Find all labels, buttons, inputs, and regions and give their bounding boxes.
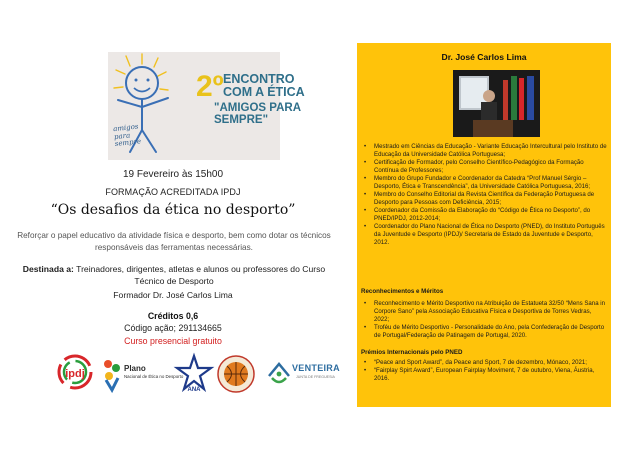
ipdj-logo-text: ipdj <box>65 368 85 380</box>
speaker-panel <box>357 43 611 407</box>
audience-label: Destinada a: <box>22 264 74 274</box>
action-code: Código ação; 291134665 <box>124 323 222 333</box>
venteira-title: VENTEIRA <box>292 363 340 373</box>
recognition-item: • Reconhecimento e Mérito Desportivo na Atribuição de Estatueta 32/50 “Mens Sana in Corpore Sano” pela Associação Educativa Física e Desportiva de Torres Vedras, 2022; <box>361 300 607 324</box>
ana-star-logo <box>176 354 212 394</box>
credits: Créditos 0,6 <box>147 311 199 321</box>
audience-value: Treinadores, dirigentes, atletas e alunos ou professores do Curso Técnico de Desporto <box>76 264 326 286</box>
banner-number: 2º <box>196 70 224 103</box>
basketball-club-logo <box>216 354 256 394</box>
partner-logos <box>56 354 346 394</box>
bio-item: • Membro do Grupo Fundador e Coordenador da Catedra “Prof Manuel Sérgio – Desporto, Ética e Transcendência”, da Universidade Católica Portuguesa, 2016; <box>361 175 607 191</box>
recognition-heading: Reconhecimentos e Méritos <box>361 288 444 295</box>
audience-text <box>14 263 334 287</box>
award-item: • “Fairplay Spirt Award”, European Fairplay Moviment, 7 de outubro, Viena, Áustria, 2016. <box>361 367 607 383</box>
accreditation-label: FORMAÇÃO ACREDITADA IPDJ <box>105 187 241 197</box>
event-banner <box>108 52 305 160</box>
bio-item: • Coordenador do Plano Nacional de Ética no Desporto (PNED), do Instituto Português da Juventude e Desporto (IPDJ)/ Secretaria de Estado da Juventude e Desporto, 2012. <box>361 223 607 247</box>
bio-item: • Certificação de Formador, pelo Conselho Científico-Pedagógico da Formação Contínua de Professores; <box>361 159 607 175</box>
banner-line-4: SEMPRE" <box>214 114 269 126</box>
recognition-item: • Troféu de Mérito Desportivo - Personalidade do Ano, pela Confederação de Desporto de Portugal/Federação de Patinagem de Portugal, 2020. <box>361 324 607 340</box>
event-title: “Os desafios da ética no desporto” <box>50 202 296 218</box>
event-intro: Reforçar o papel educativo da atividade física e desporto, bem como dotar os técnicos responsáveis das ferramentas necessárias. <box>17 231 331 252</box>
event-date: 19 Fevereiro às 15h00 <box>122 169 224 180</box>
ana-logo-text: ANA <box>187 387 201 393</box>
speaker-bio-list <box>361 143 607 247</box>
banner-line-1: ENCONTRO <box>223 72 295 86</box>
banner-line-2: COM A ÉTICA <box>223 85 305 99</box>
awards-heading: Prémios Internacionais pelo PNED <box>361 349 463 356</box>
banner-line-3: "AMIGOS PARA <box>214 102 302 114</box>
plano-nacional-logo <box>100 354 184 394</box>
ipdj-logo <box>56 354 94 394</box>
bio-item: • Mestrado em Ciências da Educação - Variante Educação Intercultural pelo Instituto de Educação da Universidade Católica Portuguesa; <box>361 143 607 159</box>
award-item: • “Peace and Sport Award”, da Peace and Sport, 7 de dezembro, Mónaco, 2021; <box>361 359 607 367</box>
bio-item: • Membro do Conselho Editorial da Revista Científica da Federação Portuguesa de Desporto para Pessoas com Deficiência, 2015; <box>361 191 607 207</box>
venteira-subtitle: JUNTA DE FREGUESIA <box>296 375 335 379</box>
venteira-logo <box>266 354 346 394</box>
plano-title: Plano <box>124 364 146 373</box>
plano-subtitle: Nacional de Ética no Desporto <box>124 374 184 379</box>
trainer-name: Formador Dr. José Carlos Lima <box>113 290 233 300</box>
awards-list <box>361 359 607 383</box>
speaker-photo <box>453 70 540 137</box>
speaker-name: Dr. José Carlos Lima <box>441 52 527 62</box>
banner-handwriting: amigos para sempre <box>112 122 142 149</box>
bio-item: • Coordenador da Comissão da Elaboração do “Código de Ética no Desporto”, do PNED/IPDJ, 2012-2014; <box>361 207 607 223</box>
free-course-label: Curso presencial gratuito <box>124 336 222 346</box>
recognition-list <box>361 300 607 340</box>
